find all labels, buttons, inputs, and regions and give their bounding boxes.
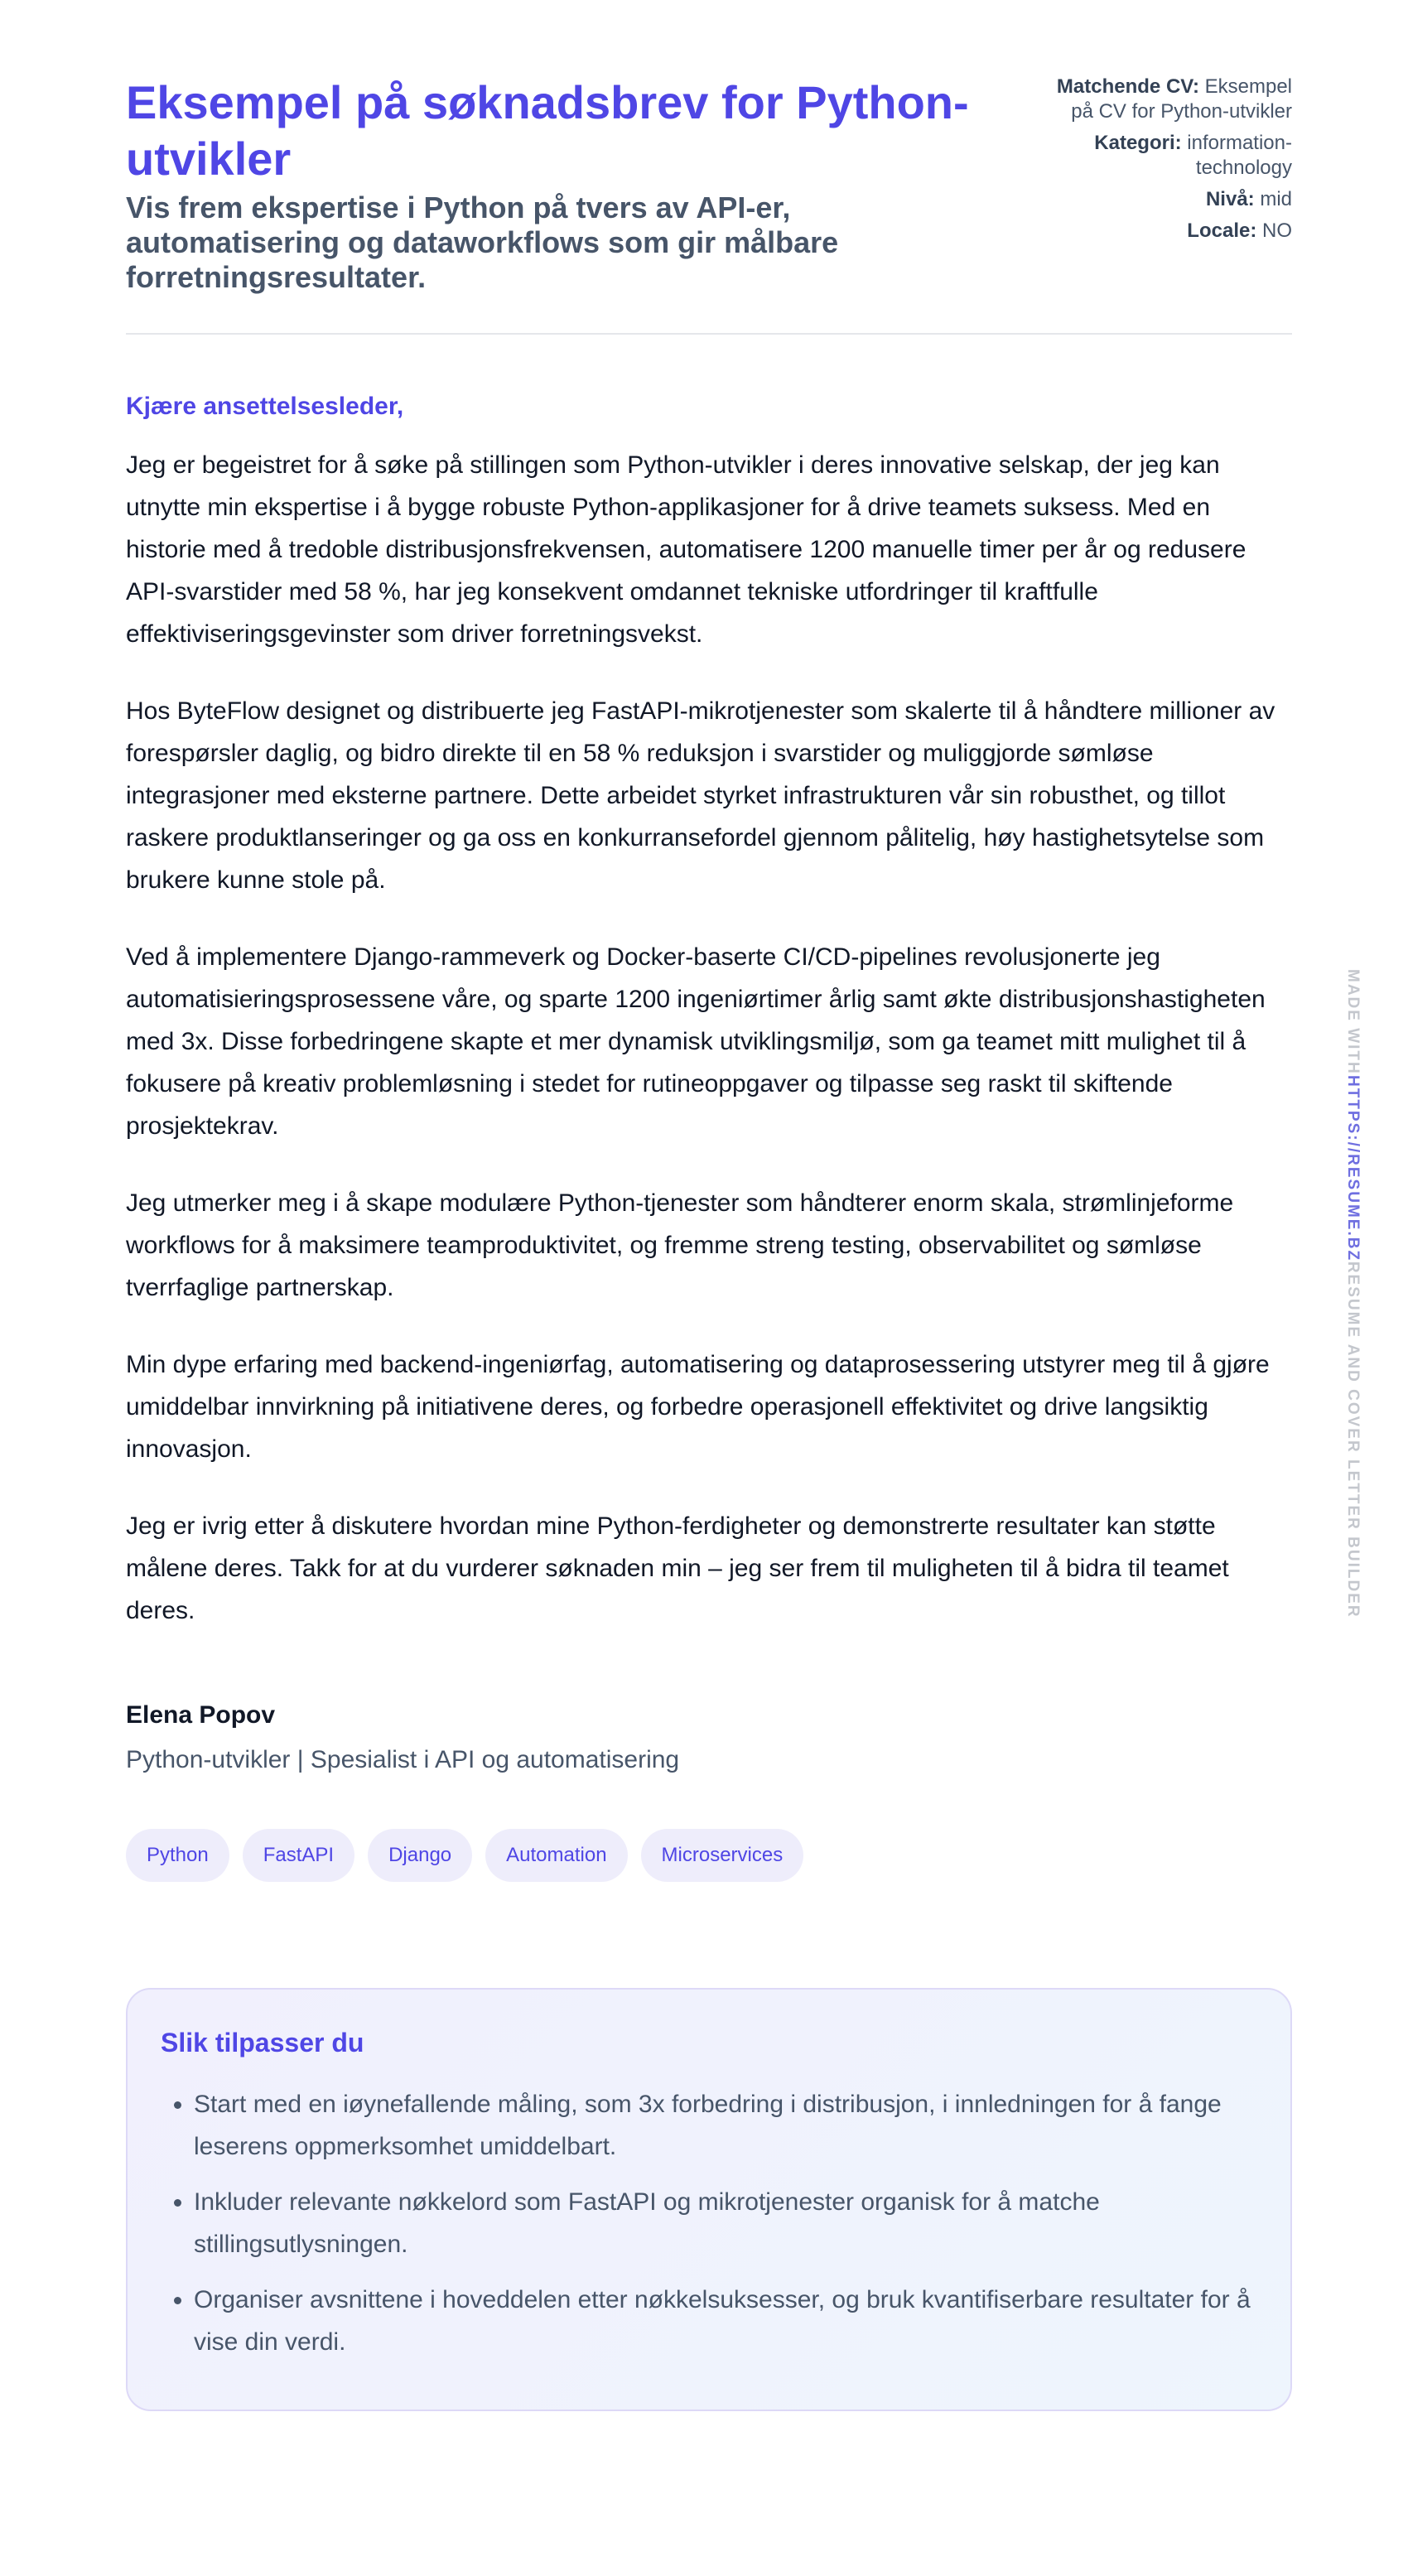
tag: FastAPI: [243, 1829, 354, 1882]
meta-level: Nivå: mid: [1205, 188, 1292, 210]
paragraph: Hos ByteFlow designet og distribuerte jeg FastAPI-mikrotjenester som skalerte til å håndtere millioner av forespørsler daglig, og bidro direkte til en 58 % reduksjon i svarstider og muliggjorde sømløse integrasjoner med eksterne partnere. Dette arbeidet styrket infrastrukturen vår sin robusthet, og tillot raskere produktlanseringer og ga oss en konkurransefordel gjennom pålitelig, høy hastighetsytelse som brukere kunne stole på.: [126, 697, 1275, 894]
paragraph: Jeg utmerker meg i å skape modulære Python-tjenester som håndterer enorm skala, strømlinjeforme workflows for å maksimere teamproduktivitet, og fremme streng testing, observabilitet og sømløse tverrfaglige partnerskap.: [126, 1189, 1234, 1301]
tag: Microservices: [641, 1829, 804, 1882]
page-subtitle: Vis frem ekspertise i Python på tvers av API-er, automatisering og dataworkflows som gir målbare forretningsresultater.: [126, 191, 839, 294]
tag: Python: [126, 1829, 229, 1882]
tips-list: [161, 2083, 1257, 2363]
paragraph: Jeg er ivrig etter å diskutere hvordan mine Python-ferdigheter og demonstrerte resultater kan støtte målene deres. Takk for at du vurderer søknaden min – jeg ser frem til muligheten til å bidra til teamet deres.: [126, 1512, 1229, 1624]
tip-item: • Inkluder relevante nøkkelord som FastAPI og mikrotjenester organisk for å matche stillingsutlysningen.: [194, 2181, 1257, 2265]
tag: Django: [368, 1829, 472, 1882]
watermark-suffix: RESUME AND COVER LETTER BUILDER: [1344, 1261, 1362, 1618]
watermark-link[interactable]: HTTPS://RESUME.BZ: [1344, 1074, 1362, 1261]
tip-item: • Organiser avsnittene i hoveddelen etter nøkkelsuksesser, og bruk kvantifiserbare resultater for å vise din verdi.: [194, 2279, 1257, 2363]
meta-locale: Locale: NO: [1187, 219, 1292, 242]
cover-letter: [126, 75, 1292, 2411]
signature: [126, 1701, 1292, 1774]
meta-info: [1044, 75, 1292, 295]
tag: Automation: [485, 1829, 627, 1882]
tips-box: [126, 1988, 1292, 2411]
page-title: Eksempel på søknadsbrev for Python-utvikler: [126, 76, 969, 185]
header: [126, 75, 1292, 335]
tag-list: [126, 1829, 1292, 1882]
signature-name: Elena Popov: [126, 1701, 276, 1729]
watermark-prefix: MADE WITH: [1344, 969, 1362, 1075]
matching-cv-link[interactable]: Eksempel på CV for Python-utvikler: [1071, 75, 1292, 123]
meta-matching-cv: Matchende CV: Eksempel på CV for Python-utvikler: [1056, 75, 1292, 123]
paragraph: Jeg er begeistret for å søke på stillingen som Python-utvikler i deres innovative selskap, der jeg kan utnytte min ekspertise i å bygge robuste Python-applikasjoner for å drive teamets suksess. Med en historie med å tredoble distribusjonsfrekvensen, automatisere 1200 manuelle timer per år og redusere API-svarstider med 58 %, har jeg konsekvent omdannet tekniske utfordringer til kraftfulle effektiviseringsgevinster som driver forretningsvekst.: [126, 451, 1246, 648]
tip-item: • Start med en iøynefallende måling, som 3x forbedring i distribusjon, i innledningen for å fange leserens oppmerksomhet umiddelbart.: [194, 2083, 1257, 2168]
watermark: [1343, 969, 1362, 1618]
meta-category: Kategori: information-technology: [1094, 132, 1292, 179]
signature-role: Python-utvikler | Spesialist i API og automatisering: [126, 1746, 680, 1773]
greeting: Kjære ansettelsesleder,: [126, 393, 404, 420]
paragraph: Min dype erfaring med backend-ingeniørfag, automatisering og dataprosessering utstyrer meg til å gjøre umiddelbar innvirkning på initiativene deres, og forbedre operasjonell effektivitet og drive langsiktig innovasjon.: [126, 1351, 1270, 1463]
tips-title: Slik tilpasser du: [161, 2028, 364, 2057]
paragraph: Ved å implementere Django-rammeverk og Docker-baserte CI/CD-pipelines revolusjonerte jeg automatisieringsprosessene våre, og sparte 1200 ingeniørtimer årlig samt økte distribusjonshastigheten med 3x. Disse forbedringene skapte et mer dynamisk utviklingsmiljø, som ga teamet mitt mulighet til å fokusere på kreativ problemløsning i stedet for rutineoppgaver og tilpasse seg raskt til skiftende prosjektekrav.: [126, 943, 1266, 1140]
